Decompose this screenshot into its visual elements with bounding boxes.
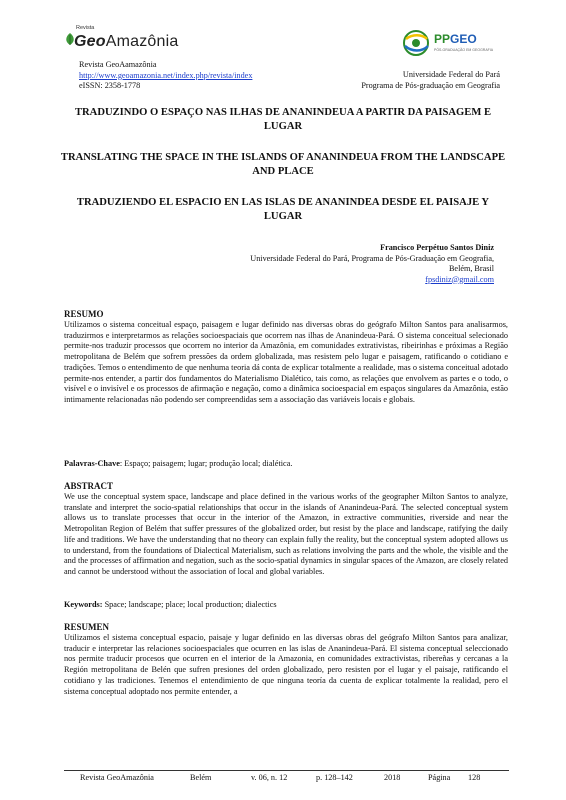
footer-page-label: Página [428, 773, 451, 782]
logo-suffix: Amazônia [105, 33, 179, 50]
resumen-heading: RESUMEN [64, 622, 110, 632]
resumo-keywords-list: : Espaço; paisagem; lugar; produção local; dialética. [119, 459, 293, 468]
resumen-text: Utilizamos el sistema conceptual espacio, paisaje y lugar definido en las diversas obras del geógrafo Milton Santos para analizar, traducir e interpretar las relaciones socioespaciales que ocurren en las islas de Ananindeua-Pará. El sistema conceptual seleccionado nos permite traducir procesos que ocurren en el interior de la Amazonia, en comunidades extractivistas, ribereñas y cercanas a la Región metropolitana de Belén que sufren presiones del orden globalizado, pero resisten por el lugar y el paisaje, ratificando el cotidiano y las tradiciones. Tenemos el entendimiento de que ninguna teoría da cuenta de explicar totalmente la realidad, pero el sistema conceptual adoptado nos permite entender, a [64, 633, 508, 696]
title-en: TRANSLATING THE SPACE IN THE ISLANDS OF ANANINDEUA FROM THE LANDSCAPE AND PLACE [60, 152, 506, 177]
logo-text [74, 33, 178, 51]
abstract-keywords [64, 600, 508, 611]
resumo-text: Utilizamos o sistema conceitual espaço, paisagem e lugar definido nas diversas obras do geógrafo Milton Santos para analisarmos, traduzirmos e interpretarmos as relações socioespaciais que ocorrem nas ilhas de Ananindeua-Pará. O sistema conceitual selecionado permite-nos traduzir processos que ocorrem no interior da Amazônia, em comunidades extrativistas, ribeirinhas e próximas a Região metropolitana de Belém que sofrem pressões da ordem globalizada, mas resistem pelo lugar e paisagem, ratificando o cotidiano e tradições. Temos o entendimento de que nenhuma teoria dá conta de explicar totalmente a realidade, mas o sistema conceitual adotado permite-nos entender, a partir dos fundamentos do Materialismo Dialético, tais como, as relações que envolvem as partes e o todo, o visível e o invisível e os processos de afirmação e negação, como a dinâmica socioespacial em espaços singulares da Amazônia, estão intimamente relacionadas não podendo ser compreendidas sem a associação das variáveis locais e globais. [64, 320, 508, 404]
footer-page-number: 128 [468, 773, 481, 782]
abstract-text: We use the conceptual system space, landscape and place defined in the various works of the geographer Milton Santos to analyze, translate and interpret the socio-spatial relationships that occur in the islands of Ananindeua-Pará. The selected conceptual system allows us to translate processes that occur in the interior of the Amazon, in extractive communities, riverside and near the Metropolitan Region of Belém that suffer pressures of the globalized order, but resist by the place and landscape, ratifying the daily life and traditions. We have the understanding that no theory can explain fully the reality, but the conceptual system adopted allows us to understand, from the foundations of Dialectical Materialism, such as relations involving the parts and the whole, the visible and the and the processes of affirmation and negation, such as the socio-spatial dynamics in singular spaces of the Amazon, are closely related and cannot be understood without the association of local and global variables. [64, 492, 508, 576]
footer-pages: p. 128–142 [316, 773, 353, 782]
journal-name: Revista GeoAamazônia [79, 60, 157, 69]
resumo-keywords [64, 459, 508, 470]
resumo-keywords-label: Palavras-Chave [64, 459, 120, 468]
globe-icon [400, 28, 432, 58]
title-es: TRADUZIENDO EL ESPACIO EN LAS ISLAS DE ANANINDEA DESDE EL PAISAJE Y LUGAR [76, 197, 490, 222]
footer-divider [64, 770, 509, 771]
journal-url-link[interactable]: http://www.geoamazonia.net/index.php/revista/index [79, 70, 253, 80]
ppgeo-subtext: PÓS-GRADUAÇÃO EM GEOGRAFIA [434, 48, 494, 52]
university-name: Universidade Federal do Pará [402, 70, 500, 79]
footer-volume: v. 06, n. 12 [251, 773, 288, 782]
ppgeo-logo [400, 28, 500, 68]
abstract-heading: ABSTRACT [64, 481, 114, 491]
header-right [361, 70, 500, 91]
resumo-heading: RESUMO [64, 309, 104, 319]
program-name: Programa de Pós-graduação em Geografia [361, 80, 500, 90]
title-pt: TRADUZINDO O ESPAÇO NAS ILHAS DE ANANINDEUA A PARTIR DA PAISAGEM E LUGAR [74, 107, 492, 132]
author-email-link[interactable]: fpsdiniz@gmail.com [425, 274, 494, 284]
footer-year: 2018 [384, 773, 401, 782]
abstract-keywords-list: Space; landscape; place; local production; dialectics [102, 600, 277, 609]
journal-logo [64, 24, 194, 60]
header-left [79, 60, 252, 92]
abstract-keywords-label: Keywords: [64, 600, 103, 609]
author-name: Francisco Perpétuo Santos Diniz [380, 243, 494, 252]
author-block [154, 243, 494, 285]
logo-small-label: Revista [76, 25, 95, 31]
issn: eISSN: 2358-1778 [79, 81, 141, 90]
footer-journal: Revista GeoAmazônia [80, 773, 154, 782]
author-affiliation: Universidade Federal do Pará, Programa de Pós-Graduação em Geografia, Belém, Brasil [250, 253, 494, 273]
ppgeo-geo: GEO [450, 32, 477, 46]
ppgeo-logo-text [434, 32, 477, 46]
ppgeo-pp: PP [434, 32, 451, 46]
footer-city: Belém [190, 773, 212, 782]
logo-prefix: Geo [74, 33, 106, 50]
